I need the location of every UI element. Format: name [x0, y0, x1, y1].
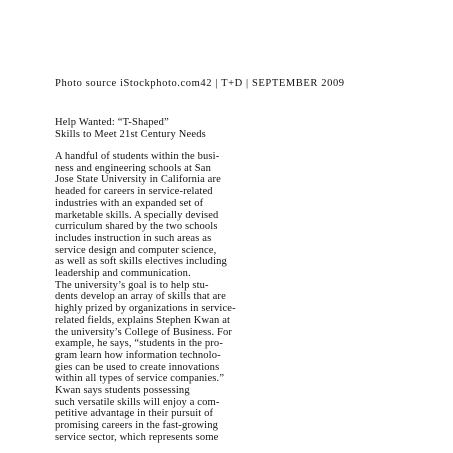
- running-header: Photo source iStockphoto.com42 | T+D | SEPTEMBER 2009: [55, 78, 345, 89]
- body-line: ness and engineering schools at San: [55, 162, 212, 174]
- body-line: service sector, which represents some: [55, 431, 219, 443]
- body-line: industries with an expanded set of: [55, 197, 204, 209]
- body-line: the university’s College of Business. For: [55, 326, 233, 338]
- article-headline: [55, 117, 206, 141]
- body-line: headed for careers in service-related: [55, 186, 213, 198]
- body-line: service design and computer science,: [55, 244, 217, 256]
- body-line: A handful of students within the busi-: [55, 151, 220, 162]
- article-body: [55, 151, 236, 444]
- body-line: highly prized by organizations in service-: [55, 303, 236, 315]
- headline-line: Skills to Meet 21st Century Needs: [55, 129, 206, 140]
- body-line: related fields, explains Stephen Kwan at: [55, 314, 231, 326]
- body-line: marketable skills. A specially devised: [55, 209, 219, 221]
- body-line: as well as soft skills electives including: [55, 256, 227, 268]
- body-line: example, he says, “students in the pro-: [55, 338, 223, 350]
- body-line: curriculum shared by the two schools: [55, 221, 218, 233]
- body-line: petitive advantage in their pursuit of: [55, 408, 214, 420]
- body-line: gies can be used to create innovations: [55, 361, 220, 373]
- body-line: promising careers in the fast-growing: [55, 420, 219, 432]
- body-line: includes instruction in such areas as: [55, 232, 212, 244]
- body-line: Kwan says students possessing: [55, 385, 190, 397]
- body-line: Jose State University in California are: [55, 174, 221, 186]
- body-line: leadership and communication.: [55, 268, 191, 280]
- body-line: gram learn how information technolo-: [55, 349, 221, 361]
- body-line: dents develop an array of skills that are: [55, 291, 226, 303]
- body-line: The university’s goal is to help stu-: [55, 279, 209, 291]
- body-line: such versatile skills will enjoy a com-: [55, 396, 220, 408]
- headline-line: Help Wanted: “T-Shaped”: [55, 117, 169, 128]
- body-line: within all types of service companies.”: [55, 373, 225, 385]
